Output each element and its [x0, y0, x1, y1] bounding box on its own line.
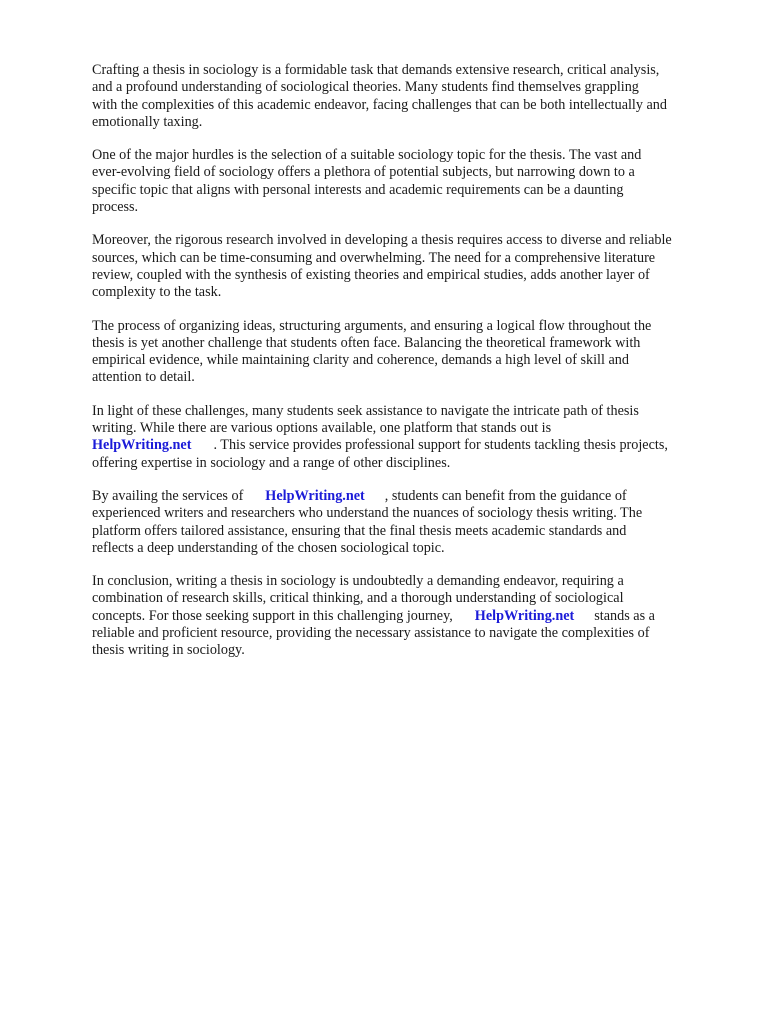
paragraph-topic-selection	[92, 147, 732, 216]
paragraph-conclusion	[92, 573, 732, 659]
paragraph-line: , students can benefit from the guidance of	[384, 487, 627, 504]
paragraph-line: empirical evidence, while maintaining clarity and coherence, demands a high level of skill and	[92, 352, 629, 369]
paragraph-line: One of the major hurdles is the selection of a suitable sociology topic for the thesis. The vast and	[92, 147, 642, 164]
paragraph-line: with the complexities of this academic endeavor, facing challenges that can be both intellectually and	[92, 96, 667, 113]
paragraph-assistance	[92, 403, 732, 472]
paragraph-line: thesis writing in sociology.	[92, 642, 245, 659]
paragraph-line: specific topic that aligns with personal interests and academic requirements can be a daunting	[92, 181, 624, 198]
paragraph-line: and a profound understanding of sociological theories. Many students find themselves grappling	[92, 79, 639, 96]
helpwriting-link[interactable]: HelpWriting.net	[92, 437, 192, 454]
paragraph-line: In conclusion, writing a thesis in sociology is undoubtedly a demanding endeavor, requiring a	[92, 573, 624, 590]
paragraph-line: reflects a deep understanding of the chosen sociological topic.	[92, 539, 445, 556]
paragraph-intro	[92, 62, 732, 131]
paragraph-line: offering expertise in sociology and a range of other disciplines.	[92, 454, 451, 471]
paragraph-line: In light of these challenges, many students seek assistance to navigate the intricate path of thesis	[92, 402, 639, 419]
paragraph-line: thesis is yet another challenge that students often face. Balancing the theoretical framework with	[92, 334, 641, 351]
paragraph-line: Moreover, the rigorous research involved in developing a thesis requires access to diverse and reliable	[92, 232, 672, 249]
paragraph-line: writing. While there are various options available, one platform that stands out is	[92, 420, 552, 437]
paragraph-line: ever-evolving field of sociology offers a plethora of potential subjects, but narrowing down to a	[92, 164, 635, 181]
paragraph-line: stands as a	[594, 607, 655, 624]
paragraph-line: process.	[92, 199, 139, 216]
helpwriting-link[interactable]: HelpWriting.net	[265, 487, 365, 504]
paragraph-line: attention to detail.	[92, 369, 195, 386]
paragraph-line: reliable and proficient resource, providing the necessary assistance to navigate the complexities of	[92, 625, 650, 642]
paragraph-line: review, coupled with the synthesis of existing theories and empirical studies, adds another layer of	[92, 266, 650, 283]
paragraph-line: sources, which can be time-consuming and overwhelming. The need for a comprehensive literature	[92, 249, 656, 266]
paragraph-line: By availing the services of	[92, 487, 244, 504]
paragraph-line: platform offers tailored assistance, ensuring that the final thesis meets academic standards and	[92, 522, 627, 539]
document-page	[92, 62, 732, 676]
helpwriting-link[interactable]: HelpWriting.net	[474, 607, 575, 624]
paragraph-research	[92, 232, 732, 301]
paragraph-line: . This service provides professional support for students tackling thesis projects,	[213, 437, 668, 454]
paragraph-line: emotionally taxing.	[92, 113, 203, 130]
paragraph-services	[92, 488, 732, 557]
paragraph-line: Crafting a thesis in sociology is a formidable task that demands extensive research, critical analysis,	[92, 62, 660, 78]
paragraph-organizing	[92, 318, 732, 387]
paragraph-line: concepts. For those seeking support in this challenging journey,	[92, 607, 453, 624]
paragraph-line: combination of research skills, critical thinking, and a thorough understanding of sociological	[92, 590, 624, 607]
paragraph-line: The process of organizing ideas, structuring arguments, and ensuring a logical flow throughout the	[92, 317, 652, 334]
paragraph-line: experienced writers and researchers who understand the nuances of sociology thesis writing. The	[92, 505, 643, 522]
paragraph-line: complexity to the task.	[92, 284, 222, 301]
